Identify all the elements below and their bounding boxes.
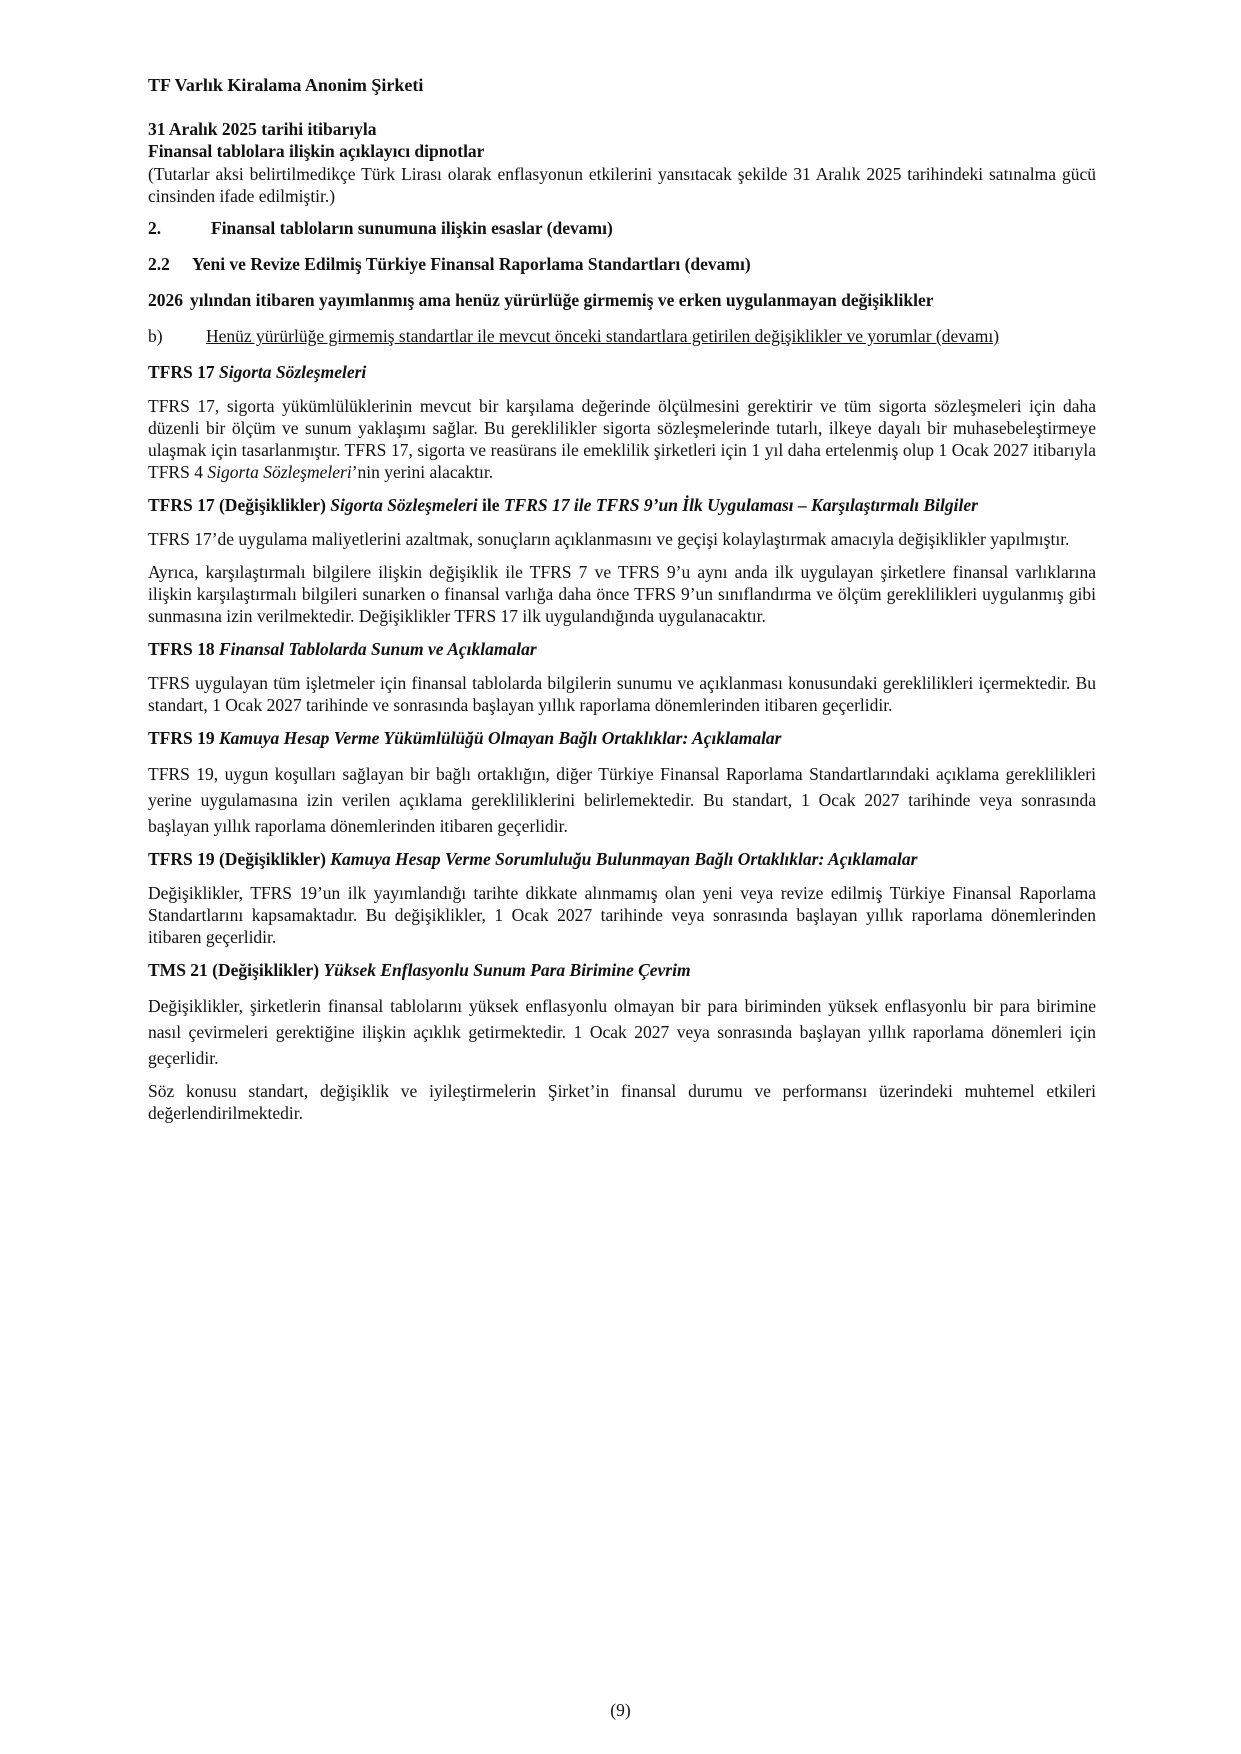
section-heading — [148, 217, 1096, 239]
closing-paragraph: Söz konusu standart, değişiklik ve iyileştirmelerin Şirket’in finansal durumu ve performansı üzerindeki muhtemel etkileri değerlendirilmektedir. — [148, 1081, 1096, 1123]
tfrs18-heading — [148, 638, 1096, 660]
list-item-b — [148, 325, 1096, 347]
tfrs19-amend-body: Değişiklikler, TFRS 19’un ilk yayımlandığı tarihte dikkate alınmamış olan yeni veya revize edilmiş Türkiye Finansal Raporlama Standartlarını kapsamaktadır. Bu değişiklikler, 1 Ocak 2027 tarihinde veya sonrasında başlayan yıllık raporlama dönemlerinden itibaren geçerlidir. — [148, 883, 1096, 947]
section-number: 2. — [148, 218, 162, 238]
tfrs19-amend-heading — [148, 848, 1096, 870]
tfrs17-amend-para-1: TFRS 17’de uygulama maliyetlerini azaltmak, sonuçların açıklanmasını ve geçişi kolaylaştırmak amacıyla değişiklikler yapılmıştır. — [148, 529, 1070, 549]
document-page — [148, 74, 1096, 1135]
tfrs17-amend-connector: ile — [481, 495, 500, 515]
subsection-number: 2.2 — [148, 254, 170, 274]
tfrs17-title: Sigorta Sözleşmeleri — [218, 362, 367, 382]
tfrs17-body — [148, 395, 1096, 483]
tfrs17-body-text-1: TFRS 17, sigorta yükümlülüklerinin mevcut bir karşılama değerinde ölçülmesini gerektirir ve tüm sigorta sözleşmeleri için daha düzenli bir ölçüm ve sunum yaklaşımı sağlar. Bu gereklilikler sigorta sözleşmelerinde tutarlı, ilkeye dayalı bir muhasebeleştirmeye ulaşmak için tasarlanmıştır. TFRS 17, sigorta ve reasürans ile emeklilik şirketleri için 1 yıl daha ertelenmiş olup 1 Ocak 2027 itibarıyla TFRS 4 — [148, 396, 1096, 482]
tms21-title: Yüksek Enflasyonlu Sunum Para Birimine Çevrim — [323, 960, 691, 980]
tfrs18-title: Finansal Tablolarda Sunum ve Açıklamalar — [218, 639, 537, 659]
tfrs19-body: TFRS 19, uygun koşulları sağlayan bir bağlı ortaklığın, diğer Türkiye Finansal Raporlama Standartlarındaki açıklama gereklilikleri yerine uygulamasına izin verilen açıklama gerekliliklerini belirlemektedir. Bu standart, 1 Ocak 2027 tarihinde veya sonrasında başlayan yıllık raporlama dönemlerinden itibaren geçerlidir. — [148, 764, 1096, 836]
subheading — [148, 289, 1096, 311]
tfrs17-code: TFRS 17 — [148, 362, 215, 382]
tfrs19-amend-code: TFRS 19 (Değişiklikler) — [148, 849, 326, 869]
subsection-heading — [148, 253, 1096, 275]
page-number: (9) — [610, 1700, 631, 1720]
tfrs17-body-italic: Sigorta Sözleşmeleri — [207, 462, 352, 482]
tfrs17-amend-title-1: Sigorta Sözleşmeleri — [330, 495, 478, 515]
list-item-text: Henüz yürürlüğe girmemiş standartlar ile mevcut önceki standartlara getirilen değişiklikler ve yorumlar (devamı) — [206, 326, 1000, 346]
company-name: TF Varlık Kiralama Anonim Şirketi — [148, 75, 424, 95]
tfrs17-amend-code: TFRS 17 (Değişiklikler) — [148, 495, 326, 515]
tms21-body: Değişiklikler, şirketlerin finansal tablolarını yüksek enflasyonlu olmayan bir para biriminden yüksek enflasyonlu bir para birimine nasıl çevirmeleri gerektiğine ilişkin açıklık getirmektedir. 1 Ocak 2027 veya sonrasında başlayan yıllık raporlama dönemleri için geçerlidir. — [148, 996, 1096, 1068]
tms21-code: TMS 21 (Değişiklikler) — [148, 960, 320, 980]
tfrs17-amend-para-2: Ayrıca, karşılaştırmalı bilgilere ilişkin değişiklik ile TFRS 7 ve TFRS 9’u aynı anda ilk uygulayan şirketlere finansal varlıklarına ilişkin karşılaştırmalı bilgileri sunarken o finansal varlığa daha önce TFRS 9’un sınıflandırma ve ölçüm gereklilikleri uygulanmış gibi sunmasına izin verilmektedir. Değişiklikler TFRS 17 ilk uygulandığında uygulanacaktır. — [148, 562, 1096, 626]
tfrs19-title: Kamuya Hesap Verme Yükümlülüğü Olmayan Bağlı Ortaklıklar: Açıklamalar — [218, 728, 782, 748]
tms21-heading — [148, 959, 1096, 981]
tfrs17-amend-title-2: TFRS 17 ile TFRS 9’un İlk Uygulaması – Karşılaştırmalı Bilgiler — [503, 495, 978, 515]
tfrs18-body: TFRS uygulayan tüm işletmeler için finansal tablolarda bilgilerin sunumu ve açıklanması konusundaki gereklilikleri içermektedir. Bu standart, 1 Ocak 2027 tarihinde ve sonrasında başlayan yıllık raporlama dönemlerinden itibaren geçerlidir. — [148, 673, 1096, 715]
report-title: Finansal tablolara ilişkin açıklayıcı dipnotlar — [148, 141, 485, 161]
report-date: 31 Aralık 2025 tarihi itibarıyla — [148, 119, 377, 139]
section-title: Finansal tabloların sunumuna ilişkin esaslar (devamı) — [211, 218, 613, 238]
list-item-label: b) — [148, 326, 163, 346]
subsection-title: Yeni ve Revize Edilmiş Türkiye Finansal Raporlama Standartları (devamı) — [192, 254, 751, 274]
currency-note: (Tutarlar aksi belirtilmedikçe Türk Lirası olarak enflasyonun etkilerini yansıtacak şekilde 31 Aralık 2025 tarihindeki satınalma gücü cinsinden ifade edilmiştir.) — [148, 164, 1096, 206]
tfrs19-heading — [148, 727, 1096, 749]
tfrs17-heading — [148, 361, 1096, 383]
tfrs19-code: TFRS 19 — [148, 728, 215, 748]
tfrs19-amend-title: Kamuya Hesap Verme Sorumluluğu Bulunmayan Bağlı Ortaklıklar: Açıklamalar — [330, 849, 918, 869]
tfrs18-code: TFRS 18 — [148, 639, 215, 659]
subheading-title: yılından itibaren yayımlanmış ama henüz yürürlüğe girmemiş ve erken uygulanmayan değişiklikler — [190, 290, 934, 310]
subheading-year: 2026 — [148, 290, 183, 310]
tfrs17-amend-heading — [148, 494, 1096, 516]
tfrs17-body-text-2: ’nin yerini alacaktır. — [351, 462, 494, 482]
